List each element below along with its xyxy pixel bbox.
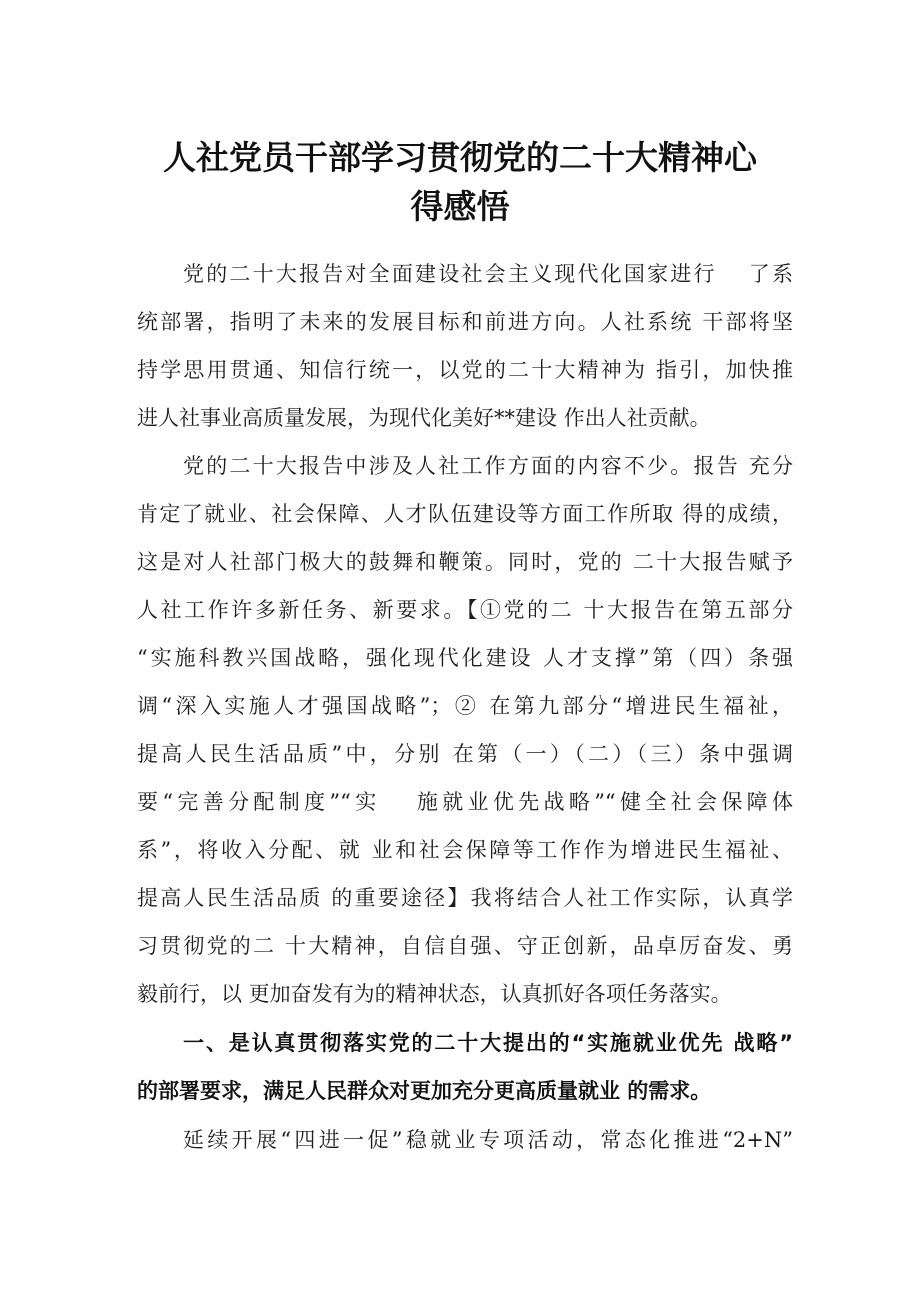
paragraph-line: 提高人民生活品质”中，分别 在第（一）（二）（三）条中强调 bbox=[137, 742, 793, 766]
paragraph-line: 毅前行，以 更加奋发有为的精神状态，认真抓好各项任务落实。 bbox=[137, 982, 732, 1006]
paragraph-line: 党的二十大报告中涉及人社工作方面的内容不少。报告 充分 bbox=[183, 454, 793, 478]
paragraph-line: 这是对人社部门极大的鼓舞和鞭策。同时，党的 二十大报告赋予 bbox=[137, 550, 793, 574]
paragraph-line: 统部署，指明了未来的发展目标和前进方向。人社系统 干部将坚 bbox=[137, 310, 793, 334]
paragraph-line: 系”，将收入分配、就 业和社会保障等工作作为增进民生福祉、 bbox=[137, 838, 793, 862]
paragraph-line: 进人社事业高质量发展，为现代化美好**建设 作出人社贡献。 bbox=[137, 406, 711, 430]
paragraph-line: 要“完善分配制度”“实 施就业优先战略”“健全社会保障体 bbox=[137, 790, 793, 814]
paragraph-line: 提高人民生活品质 的重要途径】我将结合人社工作实际，认真学 bbox=[137, 886, 793, 910]
section-heading-line: 的部署要求，满足人民群众对更加充分更高质量就业 的需求。 bbox=[137, 1079, 712, 1103]
paragraph-line: 肯定了就业、社会保障、人才队伍建设等方面工作所取 得的成绩， bbox=[137, 502, 793, 526]
paragraph-line: 党的二十大报告对全面建设社会主义现代化国家进行 了系 bbox=[183, 262, 793, 286]
document-title-line-1: 人社党员干部学习贯彻党的二十大精神心 bbox=[163, 138, 757, 177]
paragraph-line: 延续开展“四进一促”稳就业专项活动，常态化推进“2+N” bbox=[183, 1128, 793, 1152]
paragraph-line: “实施科教兴国战略，强化现代化建设 人才支撑”第（四）条强 bbox=[137, 646, 793, 670]
paragraph-line: 持学思用贯通、知信行统一，以党的二十大精神为 指引，加快推 bbox=[137, 358, 793, 382]
paragraph-line: 调“深入实施人才强国战略”；② 在第九部分“增进民生福祉， bbox=[137, 694, 793, 718]
paragraph-line: 习贯彻党的二 十大精神，自信自强、守正创新，品卓厉奋发、勇 bbox=[137, 934, 793, 958]
section-heading-line: 一、是认真贯彻落实党的二十大提出的“实施就业优先 战略” bbox=[183, 1031, 793, 1055]
paragraph-line: 人社工作许多新任务、新要求。【①党的二 十大报告在第五部分 bbox=[137, 598, 793, 622]
document-title-line-2: 得感悟 bbox=[410, 187, 510, 226]
